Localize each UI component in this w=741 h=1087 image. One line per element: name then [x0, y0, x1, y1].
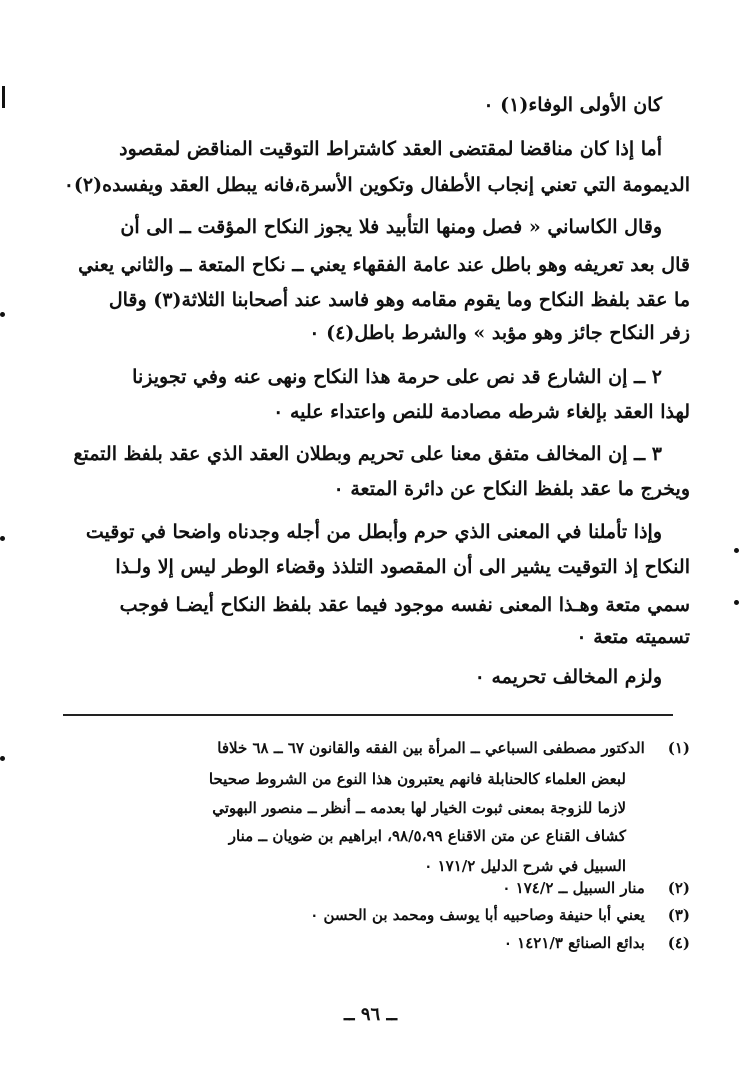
- text-line: قال بعد تعريفه وهو باطل عند عامة الفقهاء يعني ــ نكاح المتعة ــ والثاني يعني: [78, 254, 690, 276]
- footnote-line: لازما للزوجة بمعنى ثبوت الخيار لها بعدمه ــ أنظر ــ منصور البهوتي: [212, 799, 626, 817]
- footnotes: [58, 0, 690, 1000]
- text-line: النكاح إذ التوقيت يشير الى أن المقصود التلذذ وقضاء الوطر ليس إلا ولـذا: [115, 556, 690, 578]
- page-number: ــ ٩٦ ــ: [344, 1004, 397, 1025]
- text-line: سمي متعة وهـذا المعنى نفسه موجود فيما عقد بلفظ النكاح أيضـا فوجب: [119, 594, 690, 616]
- text-line: ولزم المخالف تحريمه ٠: [474, 666, 662, 688]
- footnote-text: منار السبيل ــ ١٧٤/٢ ٠: [502, 879, 645, 897]
- footnote-text: يعني أبا حنيفة وصاحبيه أبا يوسف ومحمد بن الحسن ٠: [310, 906, 645, 924]
- footnote-line: [58, 928, 690, 958]
- text-line: كان الأولى الوفاء(١) ٠: [483, 94, 662, 116]
- scan-edge-mark: [734, 600, 739, 605]
- footnote-number: (١): [667, 739, 690, 757]
- footnote-line: لبعض العلماء كالحنابلة فانهم يعتبرون هذا النوع من الشروط صحيحا: [208, 770, 626, 788]
- footnote-number: (٣): [667, 906, 690, 924]
- text-line: ما عقد بلفظ النكاح وما يقوم مقامه وهو فاسد عند أصحابنا الثلاثة(٣) وقال: [108, 289, 690, 311]
- scan-edge-mark: [2, 86, 5, 108]
- footnote-number: (٤): [667, 934, 690, 952]
- footnote-text: الدكتور مصطفى السباعي ــ المرأة بين الفقه والقانون ٦٧ ــ ٦٨ خلافا: [217, 739, 645, 757]
- footnote-line: [58, 873, 690, 903]
- text-line: وقال الكاساني « فصل ومنها التأبيد فلا يجوز النكاح المؤقت ــ الى أن: [120, 216, 662, 238]
- text-line: الديمومة التي تعني إنجاب الأطفال وتكوين الأسرة،فانه يبطل العقد ويفسده(٢)٠: [63, 174, 690, 196]
- text-line: زفر النكاح جائز وهو مؤبد » والشرط باطل(٤) ٠: [309, 322, 690, 344]
- footnote-line: [58, 733, 690, 763]
- footnote-text: بدائع الصنائع ١٤٢١/٣ ٠: [503, 934, 645, 952]
- scan-edge-mark: [0, 312, 5, 317]
- text-line: وإذا تأملنا في المعنى الذي حرم وأبطل من أجله وجدناه واضحا في توقيت: [85, 521, 662, 543]
- footnote-line: [58, 900, 690, 930]
- text-line: ٢ ــ إن الشارع قد نص على حرمة هذا النكاح ونهى عنه وفي تجويزنا: [132, 366, 662, 388]
- scan-edge-mark: [0, 756, 5, 761]
- footnote-line: السبيل في شرح الدليل ١٧١/٢ ٠: [424, 857, 626, 875]
- scan-edge-mark: [0, 536, 5, 541]
- scan-edge-mark: [734, 548, 739, 553]
- text-line: ٣ ــ إن المخالف متفق معنا على تحريم وبطلان العقد الذي عقد بلفظ التمتع: [73, 443, 662, 465]
- text-line: تسميته متعة ٠: [576, 626, 690, 648]
- footnote-line: كشاف القناع عن متن الاقناع ٩٨/٥،٩٩، ابراهيم بن ضويان ــ منار: [228, 827, 626, 845]
- text-line: ويخرج ما عقد بلفظ النكاح عن دائرة المتعة ٠: [333, 478, 690, 500]
- text-line: أما إذا كان مناقضا لمقتضى العقد كاشتراط التوقيت المناقض لمقصود: [119, 138, 662, 160]
- footnote-number: (٢): [667, 879, 690, 897]
- text-line: لهذا العقد بإلغاء شرطه مصادمة للنص واعتداء عليه ٠: [273, 401, 690, 423]
